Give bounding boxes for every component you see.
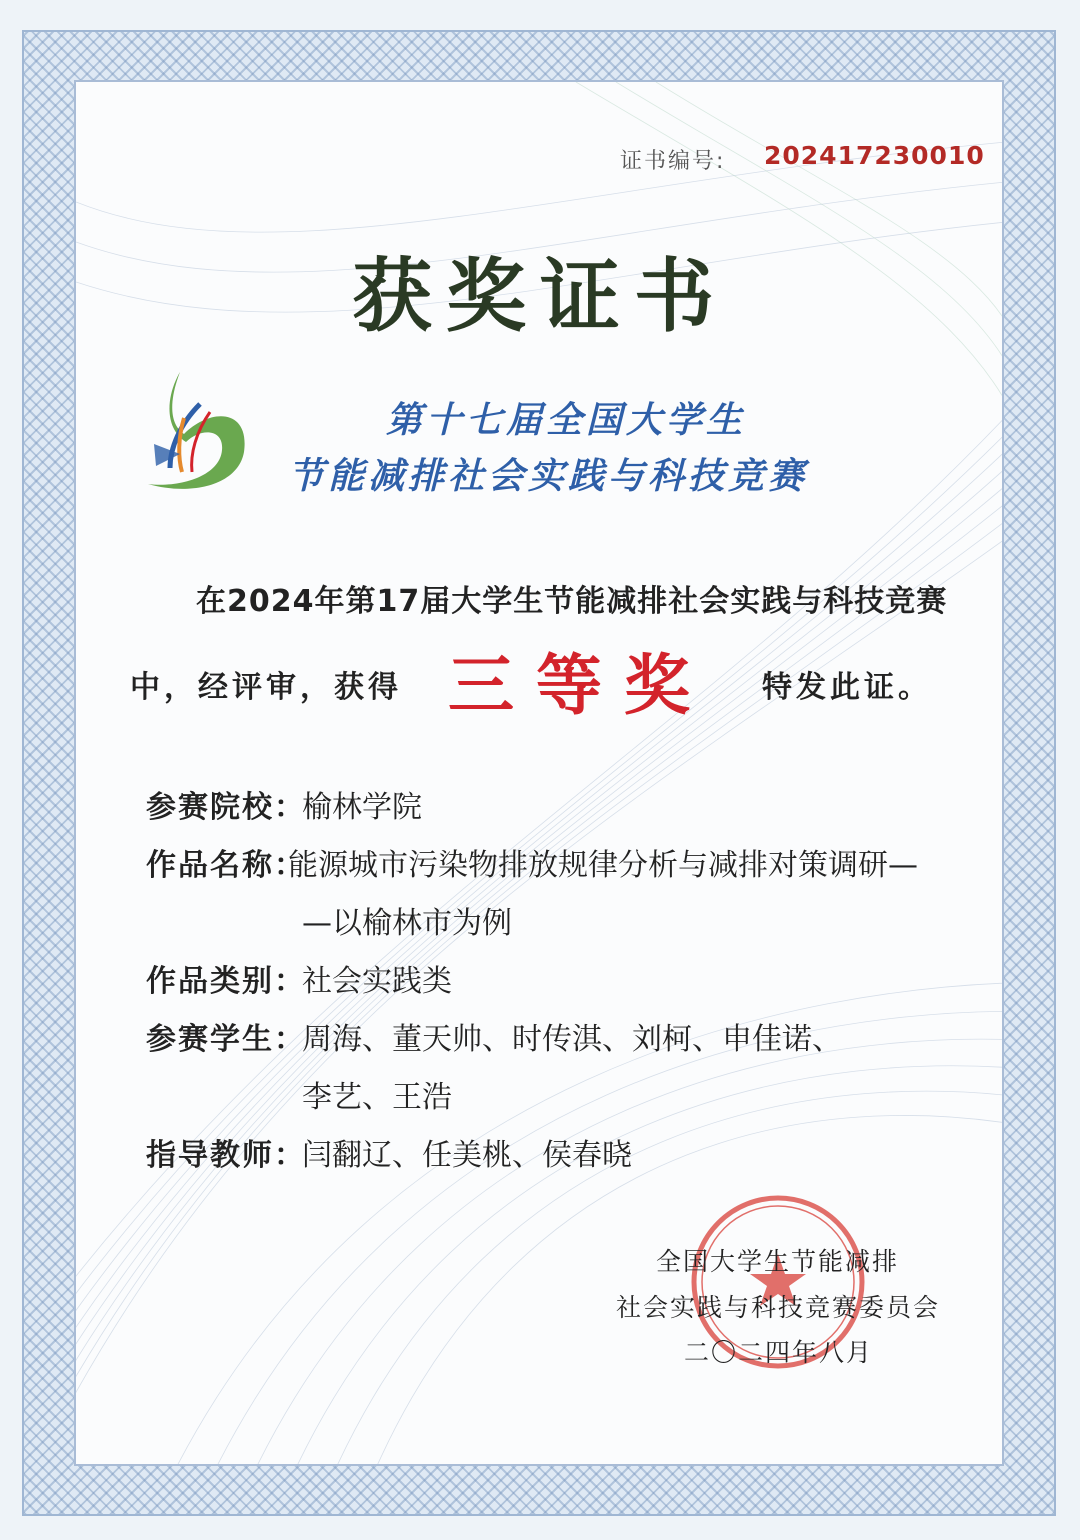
certificate-number: 202417230010 <box>764 141 985 170</box>
work-title-label: 作品名称： <box>146 848 306 883</box>
school-value: 榆林学院 <box>302 790 422 825</box>
students-line2: 李艺、王浩 <box>302 1080 452 1115</box>
statement-suffix: 特发此证。 <box>762 670 932 705</box>
advisors-label: 指导教师： <box>146 1138 306 1173</box>
competition-name-line1: 第十七届全国大学生 <box>386 400 747 441</box>
work-title-line2: —以榆林市为例 <box>302 906 512 941</box>
statement-line1: 在2024年第17届大学生节能减排社会实践与科技竞赛 <box>196 584 948 619</box>
issuer-line2: 社会实践与科技竞赛委员会 <box>616 1293 941 1322</box>
award-level: 三等奖 <box>448 646 712 724</box>
advisors-value: 闫翻辽、任美桃、侯春晓 <box>302 1138 632 1173</box>
competition-name-line2: 节能减排社会实践与科技竞赛 <box>288 456 809 497</box>
category-value: 社会实践类 <box>302 964 452 999</box>
issuer-line1: 全国大学生节能减排 <box>656 1247 900 1276</box>
school-label: 参赛院校： <box>146 790 306 825</box>
students-label: 参赛学生： <box>146 1022 306 1057</box>
certificate-title: 获奖证书 <box>352 249 728 343</box>
issue-date: 二〇二四年八月 <box>684 1338 874 1367</box>
statement-prefix: 中，经评审，获得 <box>130 670 402 705</box>
competition-logo-icon <box>140 368 260 500</box>
work-title-line1: 能源城市污染物排放规律分析与减排对策调研— <box>288 848 918 883</box>
students-line1: 周海、董天帅、时传淇、刘柯、申佳诺、 <box>302 1022 842 1057</box>
category-label: 作品类别： <box>146 964 306 999</box>
certificate-number-label: 证书编号: <box>620 149 726 174</box>
